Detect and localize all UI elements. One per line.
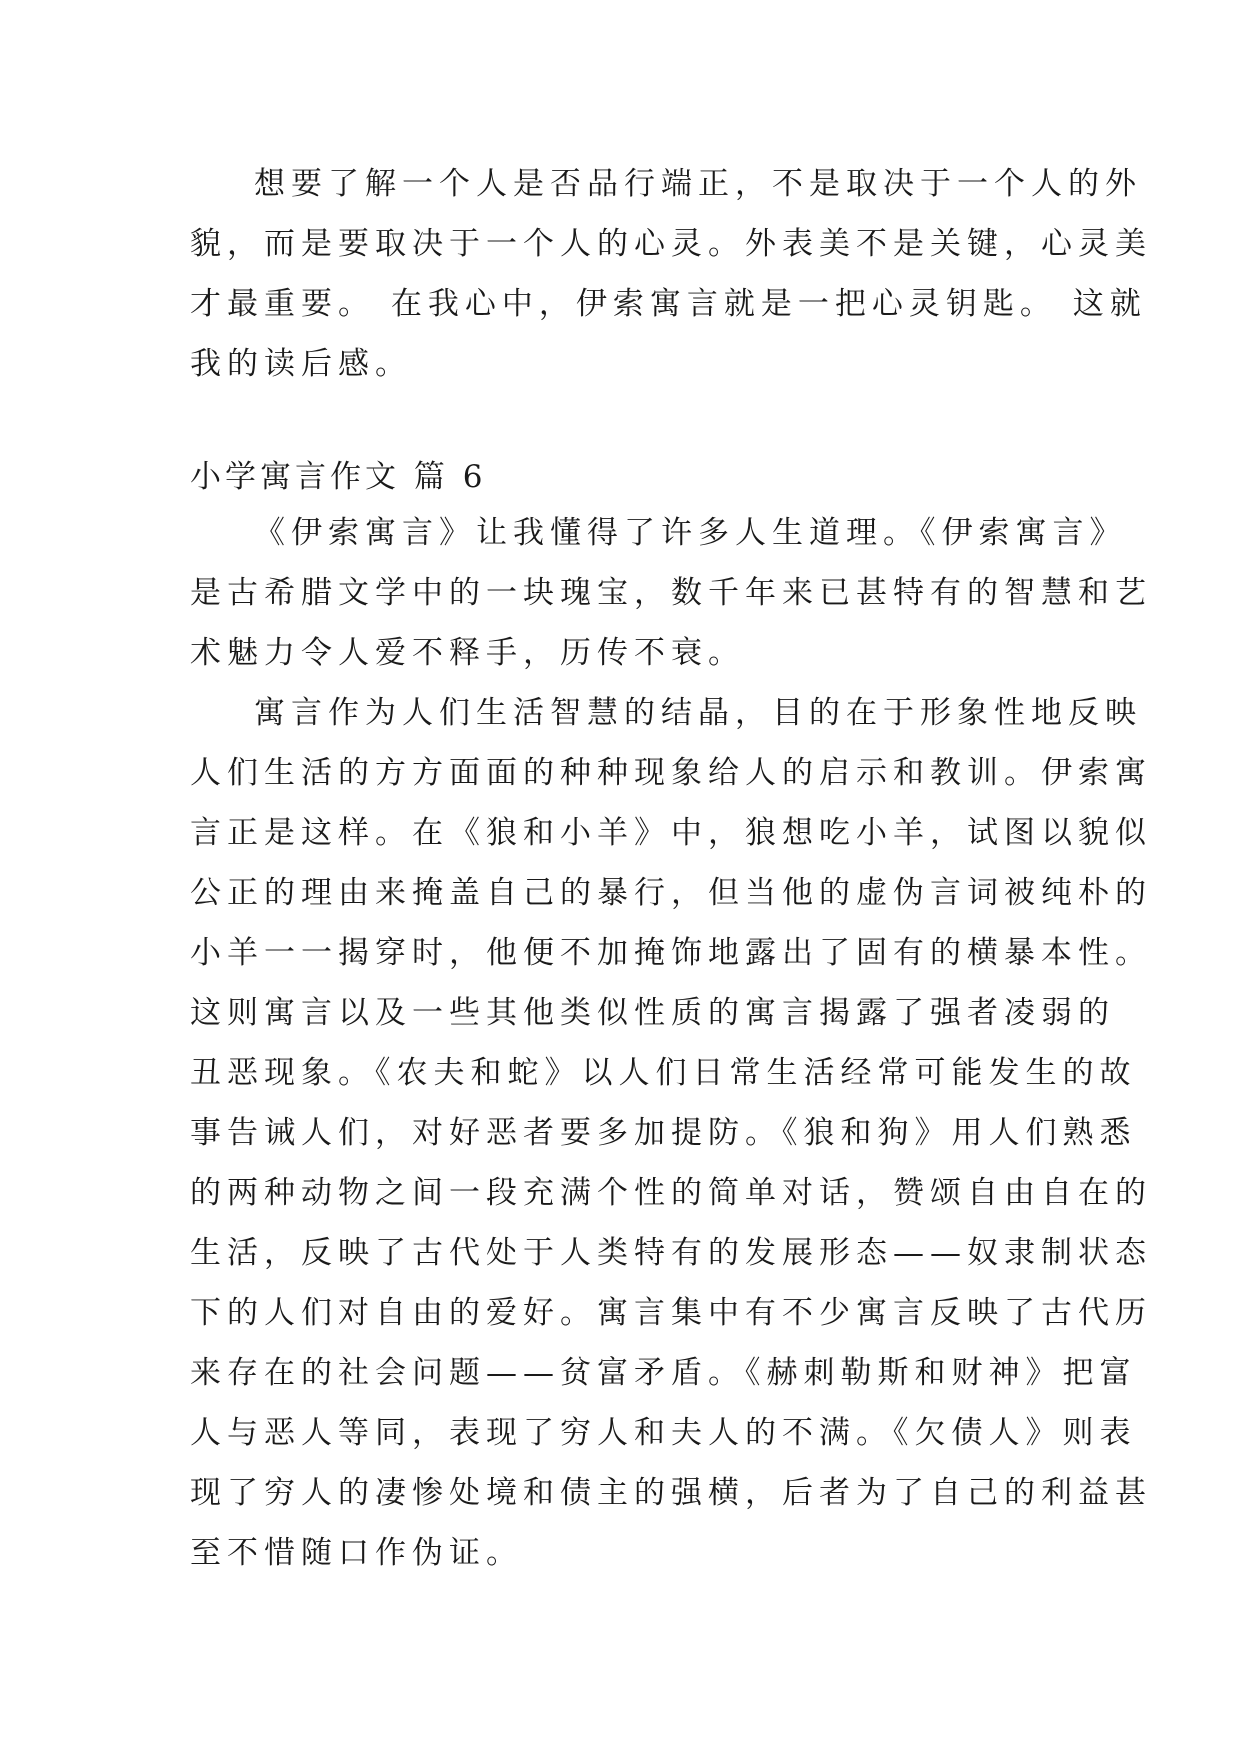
section-heading: 小学寓言作文 篇 6 [190,459,487,495]
paragraph-line: 才最重要。 在我心中，伊索寓言就是一把心灵钥匙。 这就 [190,286,1147,322]
paragraph-line: 我的读后感。 [190,346,412,382]
paragraph-line: 下的人们对自由的爱好。寓言集中有不少寓言反映了古代历 [190,1295,1152,1331]
paragraph-line: 现了穷人的凄惨处境和债主的强横，后者为了自己的利益甚 [190,1475,1152,1511]
paragraph-line: 貌，而是要取决于一个人的心灵。外表美不是关键，心灵美 [190,226,1152,262]
paragraph-line: 小羊一一揭穿时，他便不加掩饰地露出了固有的横暴本性。 [190,935,1152,971]
paragraph-1 [190,154,1152,394]
paragraph-2 [190,503,1152,683]
paragraph-line: 生活，反映了古代处于人类特有的发展形态——奴隶制状态 [190,1235,1152,1271]
paragraph-line: 来存在的社会问题——贫富矛盾。《赫刺勒斯和财神》把富 [190,1355,1137,1391]
paragraph-line: 的两种动物之间一段充满个性的简单对话，赞颂自由自在的 [190,1175,1152,1211]
paragraph-line: 《伊索寓言》让我懂得了许多人生道理。《伊索寓言》 [254,515,1127,551]
paragraph-line: 丑恶现象。《农夫和蛇》以人们日常生活经常可能发生的故 [190,1055,1137,1091]
paragraph-line: 公正的理由来掩盖自己的暴行，但当他的虚伪言词被纯朴的 [190,875,1152,911]
paragraph-line: 想要了解一个人是否品行端正，不是取决于一个人的外 [254,166,1142,202]
paragraph-3 [190,683,1152,1583]
paragraph-line: 这则寓言以及一些其他类似性质的寓言揭露了强者凌弱的 [190,995,1115,1031]
paragraph-line: 言正是这样。在《狼和小羊》中，狼想吃小羊，试图以貌似 [190,815,1152,851]
paragraph-line: 术魅力令人爱不释手，历传不衰。 [190,635,745,671]
paragraph-line: 寓言作为人们生活智慧的结晶，目的在于形象性地反映 [254,695,1142,731]
paragraph-line: 人与恶人等同，表现了穷人和夫人的不满。《欠债人》则表 [190,1415,1137,1451]
paragraph-line: 事告诫人们，对好恶者要多加提防。《狼和狗》用人们熟悉 [190,1115,1137,1151]
paragraph-line: 人们生活的方方面面的种种现象给人的启示和教训。伊索寓 [190,755,1152,791]
paragraph-line: 至不惜随口作伪证。 [190,1535,523,1571]
paragraph-line: 是古希腊文学中的一块瑰宝，数千年来已甚特有的智慧和艺 [190,575,1152,611]
